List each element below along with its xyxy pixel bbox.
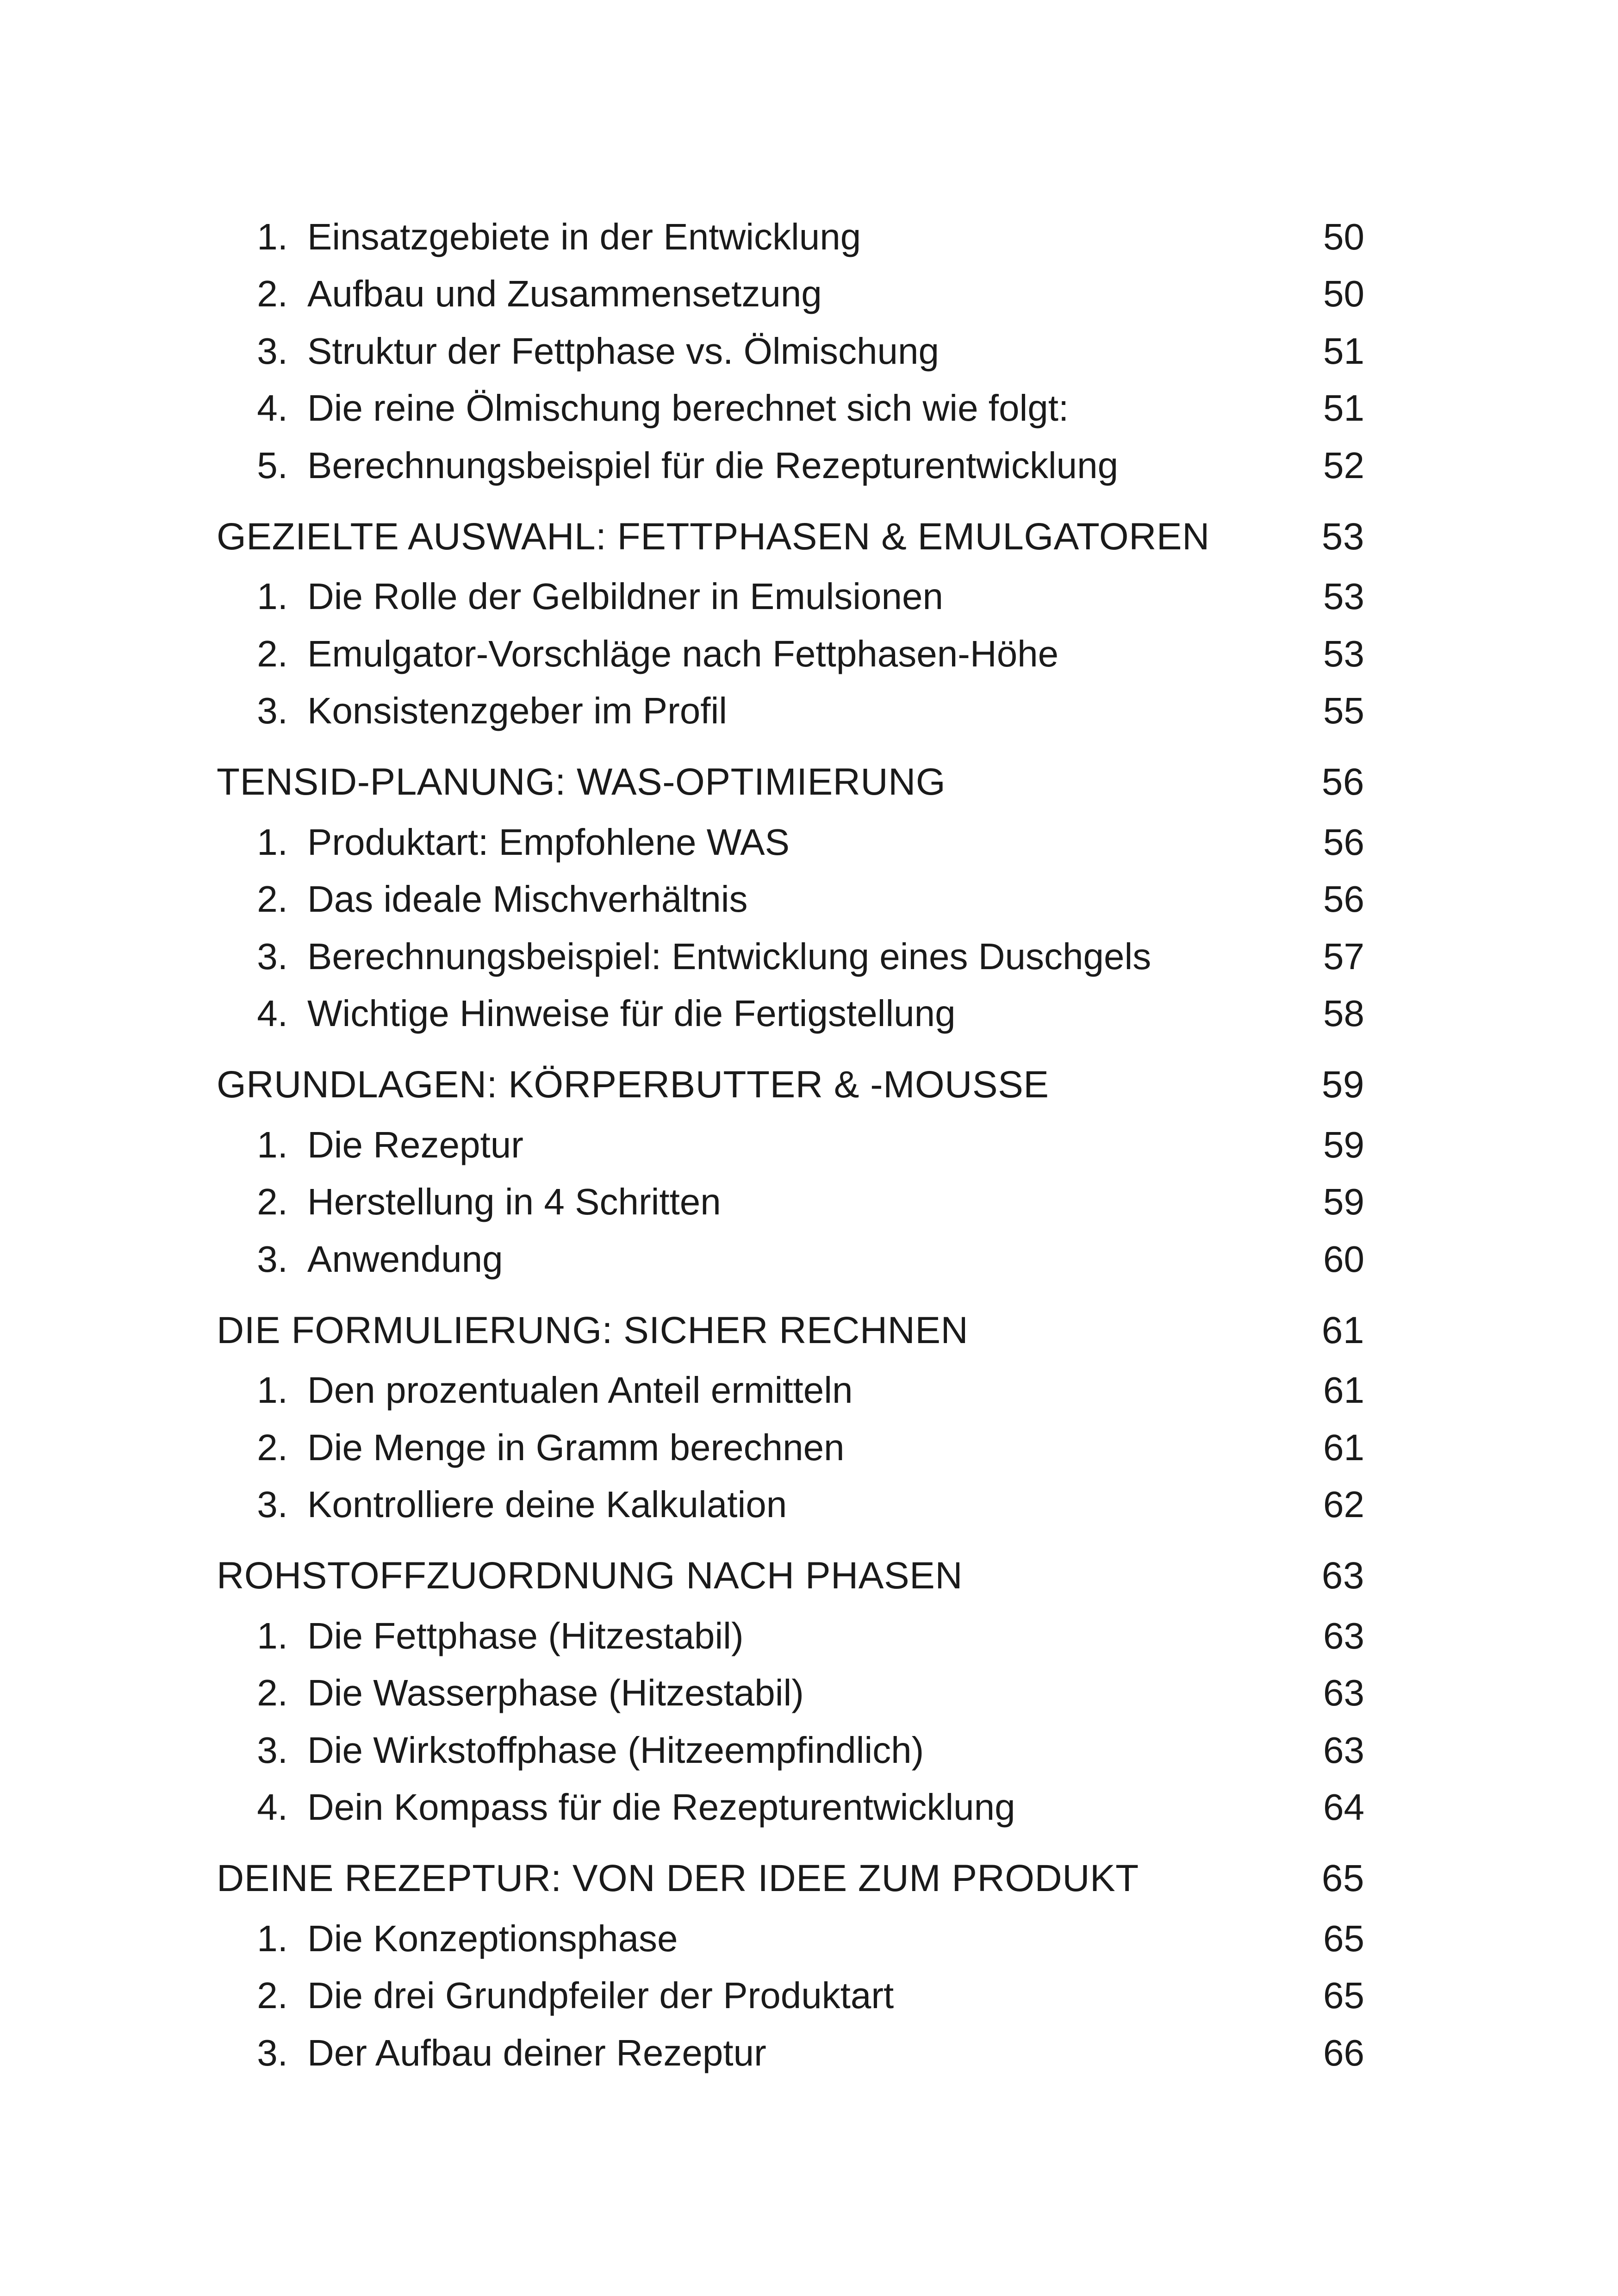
- toc-item[interactable]: [217, 1779, 1364, 1836]
- toc-section-page: 53: [1321, 515, 1364, 558]
- toc-item[interactable]: [217, 985, 1364, 1043]
- toc-item[interactable]: [217, 568, 1364, 626]
- toc-item-label: Den prozentualen Anteil ermitteln: [307, 1369, 853, 1411]
- toc-item-label: Der Aufbau deiner Rezeptur: [307, 2032, 766, 2073]
- toc-item-number: 2.: [257, 1426, 288, 1468]
- toc-item-label: Die Menge in Gramm berechnen: [307, 1426, 845, 1468]
- toc-item-label: Die Rolle der Gelbildner in Emulsionen: [307, 576, 944, 617]
- toc-section-label: GRUNDLAGEN: KÖRPERBUTTER & -MOUSSE: [217, 1064, 1049, 1106]
- toc-section-heading[interactable]: [217, 1299, 1364, 1362]
- toc-item[interactable]: [217, 1419, 1364, 1476]
- toc-item-page: 51: [1323, 387, 1364, 429]
- toc-section-page: 59: [1321, 1064, 1364, 1106]
- toc-item[interactable]: [217, 814, 1364, 871]
- toc-item-page: 55: [1323, 690, 1364, 732]
- toc-item-label: Einsatzgebiete in der Entwicklung: [307, 216, 861, 257]
- toc-item-page: 65: [1323, 1917, 1364, 1959]
- toc-item[interactable]: [217, 1607, 1364, 1665]
- toc-item-number: 1.: [257, 576, 288, 617]
- toc-item-number: 4.: [257, 387, 288, 429]
- toc-item-number: 3.: [257, 2032, 288, 2073]
- toc-item-label: Berechnungsbeispiel: Entwicklung eines Duschgels: [307, 935, 1151, 977]
- toc-item-page: 52: [1323, 444, 1364, 486]
- toc-item-number: 1.: [257, 1615, 288, 1656]
- toc-item[interactable]: [217, 1476, 1364, 1534]
- toc-item[interactable]: [217, 625, 1364, 683]
- toc-item-number: 1.: [257, 1124, 288, 1165]
- toc-item-number: 5.: [257, 444, 288, 486]
- toc-item-label: Wichtige Hinweise für die Fertigstellung: [307, 993, 956, 1034]
- toc-item-page: 50: [1323, 273, 1364, 315]
- toc-item-number: 4.: [257, 1786, 288, 1828]
- toc-section-heading[interactable]: [217, 751, 1364, 814]
- toc-item[interactable]: [217, 1722, 1364, 1779]
- toc-item-label: Emulgator-Vorschläge nach Fettphasen-Höhe: [307, 633, 1059, 674]
- toc-item-number: 2.: [257, 1672, 288, 1714]
- toc-item-page: 59: [1323, 1124, 1364, 1165]
- toc-item[interactable]: [217, 683, 1364, 740]
- toc-item-label: Die Fettphase (Hitzestabil): [307, 1615, 744, 1656]
- toc-section-page: 63: [1321, 1555, 1364, 1597]
- toc-item-page: 61: [1323, 1369, 1364, 1411]
- toc-item-label: Die Wasserphase (Hitzestabil): [307, 1672, 804, 1714]
- toc-item-number: 2.: [257, 273, 288, 315]
- toc-item[interactable]: [217, 1362, 1364, 1419]
- toc-item[interactable]: [217, 1116, 1364, 1174]
- toc-item-label: Herstellung in 4 Schritten: [307, 1181, 721, 1223]
- toc-item-number: 1.: [257, 216, 288, 257]
- toc-item-label: Berechnungsbeispiel für die Rezepturentwicklung: [307, 444, 1119, 486]
- toc-item-label: Die drei Grundpfeiler der Produktart: [307, 1975, 894, 2016]
- toc-item-page: 51: [1323, 330, 1364, 372]
- toc-item-page: 56: [1323, 878, 1364, 920]
- toc-item-number: 2.: [257, 1181, 288, 1223]
- toc-item-page: 65: [1323, 1975, 1364, 2016]
- toc-item-label: Das ideale Mischverhältnis: [307, 878, 748, 920]
- toc-item-label: Die Konzeptionsphase: [307, 1917, 678, 1959]
- toc-item-number: 3.: [257, 330, 288, 372]
- toc-item[interactable]: [217, 380, 1364, 437]
- toc-item[interactable]: [217, 928, 1364, 985]
- toc-section-page: 61: [1321, 1309, 1364, 1351]
- toc-item[interactable]: [217, 1665, 1364, 1722]
- toc-item-page: 62: [1323, 1484, 1364, 1525]
- toc-item-label: Die reine Ölmischung berechnet sich wie folgt:: [307, 387, 1069, 429]
- toc-item[interactable]: [217, 1910, 1364, 1967]
- table-of-contents: [217, 208, 1364, 2082]
- toc-item-number: 3.: [257, 1484, 288, 1525]
- toc-item-page: 58: [1323, 993, 1364, 1034]
- toc-item-page: 63: [1323, 1672, 1364, 1714]
- toc-section-page: 65: [1321, 1857, 1364, 1899]
- toc-item-label: Die Wirkstoffphase (Hitzeempfindlich): [307, 1729, 924, 1771]
- toc-section-page: 56: [1321, 761, 1364, 803]
- toc-item[interactable]: [217, 323, 1364, 380]
- toc-item-page: 59: [1323, 1181, 1364, 1223]
- toc-item-number: 2.: [257, 1975, 288, 2016]
- toc-section-heading[interactable]: [217, 1544, 1364, 1607]
- toc-item-number: 3.: [257, 935, 288, 977]
- toc-item-label: Aufbau und Zusammensetzung: [307, 273, 822, 315]
- toc-section-heading[interactable]: [217, 1053, 1364, 1116]
- toc-item-page: 50: [1323, 216, 1364, 257]
- toc-item-page: 53: [1323, 633, 1364, 674]
- toc-item[interactable]: [217, 437, 1364, 494]
- toc-item-page: 66: [1323, 2032, 1364, 2073]
- toc-section-label: GEZIELTE AUSWAHL: FETTPHASEN & EMULGATOREN: [217, 515, 1210, 558]
- toc-section-label: DEINE REZEPTUR: VON DER IDEE ZUM PRODUKT: [217, 1857, 1139, 1899]
- toc-item-label: Dein Kompass für die Rezepturentwicklung: [307, 1786, 1015, 1828]
- toc-item-page: 63: [1323, 1729, 1364, 1771]
- toc-item-label: Anwendung: [307, 1238, 503, 1280]
- toc-section-heading[interactable]: [217, 1847, 1364, 1910]
- toc-item-number: 3.: [257, 690, 288, 732]
- toc-item-label: Produktart: Empfohlene WAS: [307, 821, 790, 863]
- toc-item[interactable]: [217, 208, 1364, 266]
- toc-item[interactable]: [217, 1231, 1364, 1288]
- toc-item-number: 3.: [257, 1238, 288, 1280]
- toc-item[interactable]: [217, 871, 1364, 928]
- toc-item-page: 60: [1323, 1238, 1364, 1280]
- toc-item[interactable]: [217, 1174, 1364, 1231]
- toc-item-page: 56: [1323, 821, 1364, 863]
- toc-item-page: 57: [1323, 935, 1364, 977]
- toc-item-label: Konsistenzgeber im Profil: [307, 690, 728, 732]
- toc-item-label: Kontrolliere deine Kalkulation: [307, 1484, 787, 1525]
- toc-item-page: 63: [1323, 1615, 1364, 1656]
- toc-item-page: 53: [1323, 576, 1364, 617]
- toc-item-number: 1.: [257, 821, 288, 863]
- toc-item-number: 1.: [257, 1369, 288, 1411]
- toc-item[interactable]: [217, 266, 1364, 323]
- toc-item-number: 2.: [257, 633, 288, 674]
- toc-item-label: Struktur der Fettphase vs. Ölmischung: [307, 330, 939, 372]
- toc-item-number: 3.: [257, 1729, 288, 1771]
- toc-item[interactable]: [217, 1967, 1364, 2025]
- toc-item-label: Die Rezeptur: [307, 1124, 523, 1165]
- toc-item-number: 1.: [257, 1917, 288, 1959]
- toc-section-heading[interactable]: [217, 505, 1364, 568]
- toc-item-page: 64: [1323, 1786, 1364, 1828]
- toc-section-label: DIE FORMULIERUNG: SICHER RECHNEN: [217, 1309, 969, 1351]
- toc-item-page: 61: [1323, 1426, 1364, 1468]
- toc-section-label: TENSID-PLANUNG: WAS-OPTIMIERUNG: [217, 761, 946, 803]
- toc-item[interactable]: [217, 2024, 1364, 2082]
- toc-item-number: 4.: [257, 993, 288, 1034]
- toc-section-label: ROHSTOFFZUORDNUNG NACH PHASEN: [217, 1555, 963, 1597]
- toc-item-number: 2.: [257, 878, 288, 920]
